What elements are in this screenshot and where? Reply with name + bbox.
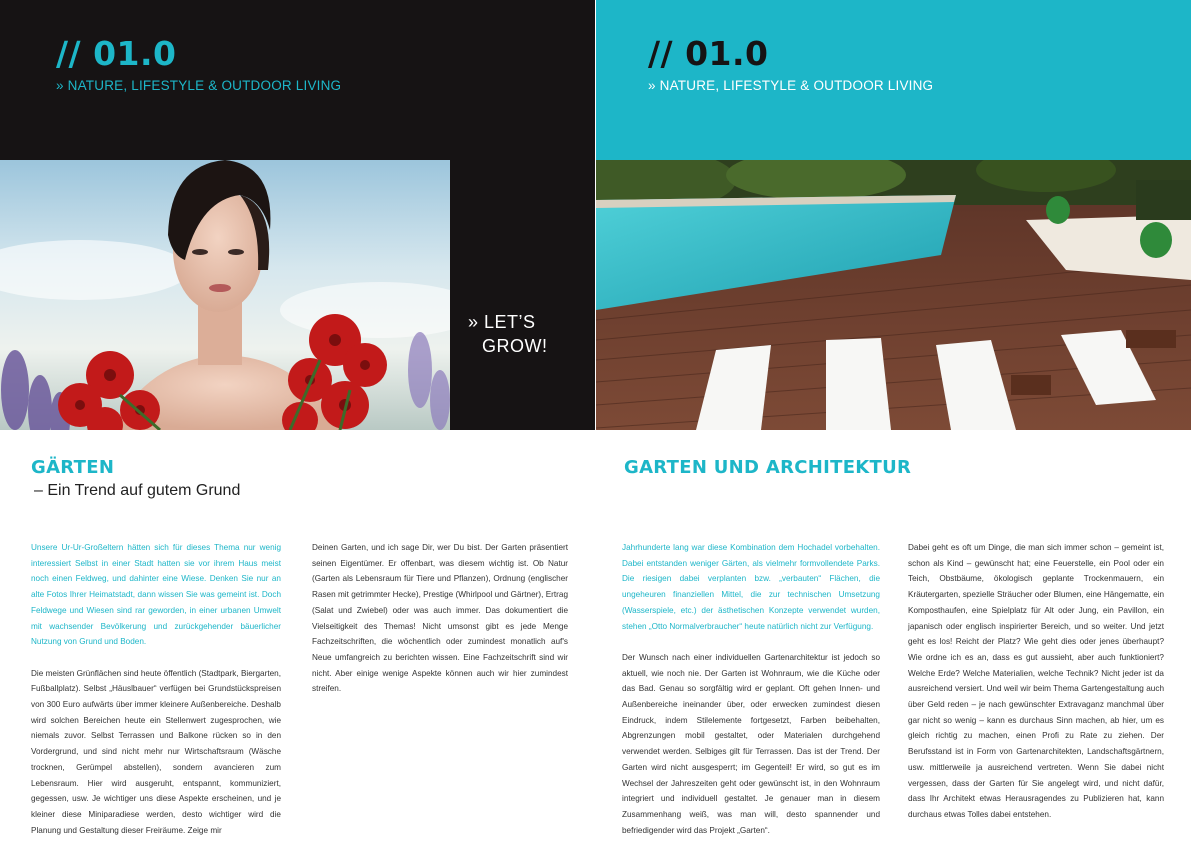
section-subtitle: » NATURE, LIFESTYLE & OUTDOOR LIVING <box>56 78 342 93</box>
page-subtitle: – Ein Trend auf gutem Grund <box>34 482 241 499</box>
right-header <box>596 0 1191 160</box>
text-column-1 <box>31 540 281 842</box>
tagline-panel <box>450 160 595 430</box>
page-title: GARTEN UND ARCHITEKTUR <box>624 457 912 478</box>
left-header <box>0 0 595 160</box>
section-number: // 01.0 <box>648 34 769 73</box>
body-paragraph: Die meisten Grünflächen sind heute öffentlich (Stadtpark, Biergarten, Fußballplatz). Selbst „Häuslbauer“ verfügen bei Grundstückspreisen von 300 Euro aufwärts über immer kleinere Außenbereiche. Deshalb wird solchen Bereichen heute ein Stellenwert zugesprochen, wie niemals zuvor. Selbst Terrassen und Balkone rücken so in den Vordergrund, und sind nicht mehr nur Wirtschaftsraum (Wäsche trocknen, Gerümpel abstellen), sondern avancieren zum Lebensraum. Hier wird ausgeruht, entspannt, kommuniziert, gegessen, usw. Je wichtiger uns diese Aspekte erscheinen, und je kleiner diese Miniparadiese werden, desto wichtiger wird die Planung und Gestaltung dieser Freiräume. Zeige mir <box>31 668 281 835</box>
text-column-2 <box>312 540 568 713</box>
body-paragraph: Deinen Garten, und ich sage Dir, wer Du bist. Der Garten präsentiert seinen Eigentümer. Er offenbart, was diesem wichtig ist. Ob Natur (Garten als Lebensraum für Tiere und Pflanzen), Ordnung (englischer Rasen mit getrimmter Hecke), Prestige (Whirlpool und Gärtner), Ertrag (Salat und Zwiebel) oder was auch immer. Das dokumentiert die Vielseitigkeit des Themas! Nicht umsonst gibt es jede Menge Fachzeitschriften, die wöchentlich oder zumindest monatlich auf's Neue umfangreich zu berichten wissen. Eine Fachzeitschrift sind wir nicht. Aber einige wenige Aspekte können auch wir hier zumindest streifen. <box>312 543 568 694</box>
section-subtitle: » NATURE, LIFESTYLE & OUTDOOR LIVING <box>648 78 934 93</box>
section-number: // 01.0 <box>56 34 177 73</box>
tagline-line-2: GROW! <box>482 336 548 356</box>
left-page <box>0 0 595 842</box>
text-column-2 <box>908 540 1164 838</box>
intro-paragraph: Unsere Ur-Ur-Großeltern hätten sich für dieses Thema nur wenig interessiert Selbst in einer Stadt hatten sie vor ihrem Haus meist noch einen Feldweg, und dahinter eine Wiese. Denken Sie nur an alte Fotos Ihrer Heimatstadt, dann wissen Sie was gemeint ist. Doch Feldwege und Wiesen sind rar geworden, in einer urbanen Umwelt mit wachsender Bevölkerung und zurückgehender bäuerlicher Nutzung von Grund und Boden. <box>31 543 281 647</box>
pool-deck-photo <box>596 160 1191 430</box>
text-column-1 <box>622 540 880 842</box>
intro-paragraph: Jahrhunderte lang war diese Kombination dem Hochadel vorbehalten. Dabei entstanden weniger Gärten, als vielmehr formvollendete Parks. Die riesigen dabei verplanten bzw. „verbauten“ Flächen, die ungeheuren finanziellen Mittel, die zur technischen Umsetzung (Wasserspiele, etc.) der ästhetischen Konzepte verwendet wurden, stehen „Otto Normalverbraucher“ heute natürlich nicht zur Verfügung. <box>622 543 880 631</box>
page-title: GÄRTEN <box>31 457 115 478</box>
body-paragraph: Dabei geht es oft um Dinge, die man sich immer schon – gemeint ist, schon als Kind – gewünscht hat; eine Feuerstelle, ein Pool oder ein Teich, Obstbäume, ökologisch geplante Trockenmauern, ein Kräutergarten, spezielle Sträucher oder Blumen, eine Hängematte, ein Komposthaufen, eine Spielplatz für Alt oder Jung, ein Pavillon, ein japanisch oder englisch inspirierter Bereich, und so weiter. Und jetzt geht es los! Reicht der Platz? Wie geht dies oder jenes überhaupt? Wie ordne ich es an, dass es gut aussieht, aber auch funktioniert? Welche Erde? Welche Materialien, welche Technik? Nicht jeder ist da ausreichend versiert. Und weil wir beim Thema Gartengestaltung auch über Geld reden – je nach gewünschter Extravaganz manchmal über gar nicht so wenig – kann es durchaus Sinn machen, ab hier, um es gleich richtig zu machen, einen Profi zu Rate zu ziehen. Der Berufsstand ist in Form von Gartenarchitekten, Landschaftsgärtnern, usw. mittlerweile ja ausreichend vertreten. Wenn Sie dabei nicht vergessen, dass der Garten für Sie angelegt wird, und nicht dafür, dass Ihr Architekt etwas Herausragendes zu Publizieren hat, kann durchaus etwas Tolles dabei entstehen. <box>908 543 1164 819</box>
right-page <box>596 0 1191 842</box>
woman-flowers-illustration <box>0 160 450 430</box>
body-paragraph: Der Wunsch nach einer individuellen Gartenarchitektur ist jedoch so aktuell, wie noch nie. Der Garten ist Wohnraum, wie die Küche oder das Bad. Genau so sorgfältig wird er geplant. Oft gehen Innen- und Außenbereiche ineinander über, oder erwecken zumindest diesen Eindruck, indem Stilelemente fortgesetzt, Farben beibehalten, Abgrenzungen mobil gestaltet, oder Materialen durchgehend verwendet werden. Selbiges gilt für Terrassen. Das ist der Trend. Der Garten wird nicht ausgesperrt; im Gegenteil! Er wird, so gut es im Wechsel der Jahreszeiten geht oder gewünscht ist, in den Wohnraum integriert und individuell gestaltet. Je genauer man in diesem Zusammenhang weiß, was man will, desto spannender und befriedigender wird das Projekt „Garten“. <box>622 652 880 835</box>
tagline-line-1: » LET’S <box>468 312 536 332</box>
woman-flowers-photo <box>0 160 450 430</box>
tagline <box>468 310 548 358</box>
pool-deck-illustration <box>596 160 1191 430</box>
